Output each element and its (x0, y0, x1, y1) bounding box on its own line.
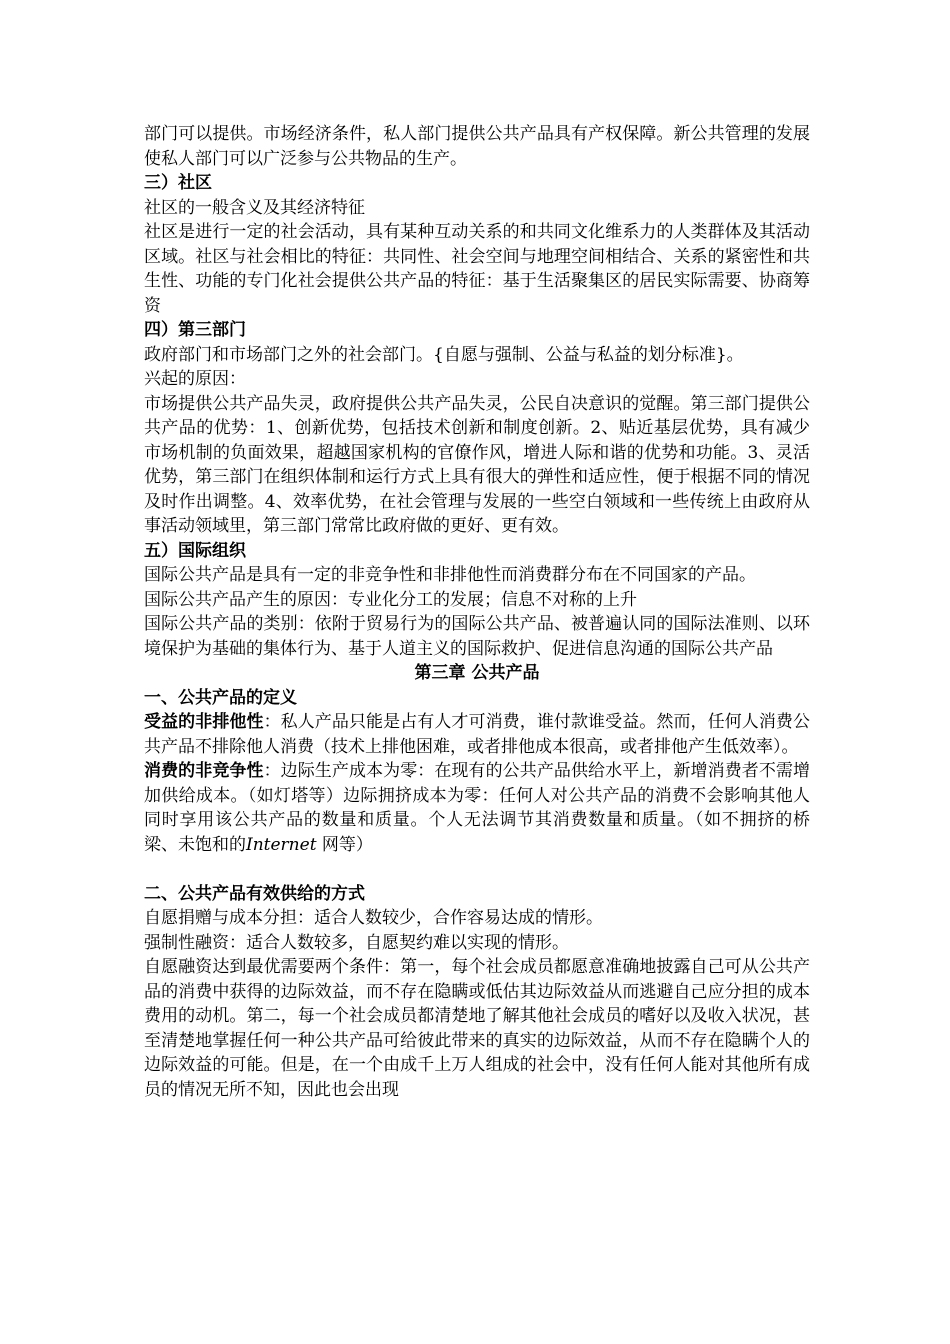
section-heading-community: 三）社区 (144, 173, 212, 193)
paragraph: 强制性融资：适合人数较多，自愿契约难以实现的情形。 (144, 932, 569, 953)
paragraph: 国际公共产品产生的原因：专业化分工的发展；信息不对称的上升 (144, 589, 637, 610)
paragraph: 社区是进行一定的社会活动，具有某种互动关系的和共同文化维系力的人类群体及其活动区域。社区与社会相比的特征：共同性、社会空间与地理空间相结合、关系的紧密性和共生性、功能的专门化社会提供公共产品的特征：基于生活聚集区的居民实际需要、协商筹资 (144, 222, 810, 316)
blank-line (144, 857, 810, 882)
paragraph: 政府部门和市场部门之外的社会部门。{自愿与强制、公益与私益的划分标准}。 (144, 344, 744, 365)
definition-paragraph (144, 759, 810, 857)
document-body (144, 122, 810, 1102)
section-heading-third-sector: 四）第三部门 (144, 320, 246, 340)
term-non-excludability: 受益的非排他性 (144, 712, 264, 732)
section-heading-supply: 二、公共产品有效供给的方式 (144, 883, 365, 904)
definition-paragraph (144, 710, 810, 759)
paragraph: 自愿捐赠与成本分担：适合人数较少，合作容易达成的情形。 (144, 908, 603, 928)
paragraph: 国际公共产品是具有一定的非竞争性和非排他性而消费群分布在不同国家的产品。 (144, 565, 756, 585)
paragraph: 社区的一般含义及其经济特征 (144, 197, 365, 218)
paragraph: 市场提供公共产品失灵，政府提供公共产品失灵，公民自决意识的觉醒。第三部门提供公共产品的优势：1、创新优势，包括技术创新和制度创新。2、贴近基层优势，具有减少市场机制的负面效果，超越国家机构的官僚作风，增进人际和谐的优势和功能。3、灵活优势，第三部门在组织体制和运行方式上具有很大的弹性和适应性，便于根据不同的情况及时作出调整。4、效率优势，在社会管理与发展的一些空白领域和一些传统上由政府从事活动领域里，第三部门常常比政府做的更好、更有效。 (144, 393, 810, 536)
definition-text: ：边际生产成本为零：在现有的公共产品供给水平上，新增消费者不需增加供给成本。（如灯塔等）边际拥挤成本为零：任何人对公共产品的消费不会影响其他人同时享用该公共产品的数量和质量。个人无法调节其消费数量和质量。（如不拥挤的桥梁、未饱和的 (144, 761, 811, 855)
paragraph: 国际公共产品的类别：依附于贸易行为的国际公共产品、被普遍认同的国际法准则、以环境保护为基础的集体行为、基于人道主义的国际救护、促进信息沟通的国际公共产品 (144, 614, 810, 659)
chapter-title: 第三章 公共产品 (414, 663, 540, 683)
paragraph: 部门可以提供。市场经济条件，私人部门提供公共产品具有产权保障。新公共管理的发展使私人部门可以广泛参与公共物品的生产。 (144, 124, 810, 169)
paragraph: 兴起的原因： (144, 369, 246, 389)
paragraph: 自愿融资达到最优需要两个条件：第一，每个社会成员都愿意准确地披露自己可从公共产品的消费中获得的边际效益，而不存在隐瞒或低估其边际效益从而逃避自己应分担的成本费用的动机。第二，每一个社会成员都清楚地了解其他社会成员的嗜好以及收入状况，甚至清楚地掌握任何一种公共产品可给彼此带来的真实的边际效益，从而不存在隐瞒个人的边际效益的可能。但是，在一个由成千上万人组成的社会中，没有任何人能对其他所有成员的情况无所不知，因此也会出现 (144, 957, 810, 1100)
term-non-rivalry: 消费的非竞争性 (144, 761, 264, 781)
italic-term: Internet (246, 834, 317, 855)
definition-text: 网等） (316, 834, 373, 855)
section-heading-international: 五）国际组织 (144, 540, 246, 561)
section-heading-definition: 一、公共产品的定义 (144, 687, 297, 708)
definition-text: ：私人产品只能是占有人才可消费，谁付款谁受益。然而，任何人消费公共产品不排除他人消费（技术上排他困难，或者排他成本很高，或者排他产生低效率）。 (144, 712, 811, 757)
